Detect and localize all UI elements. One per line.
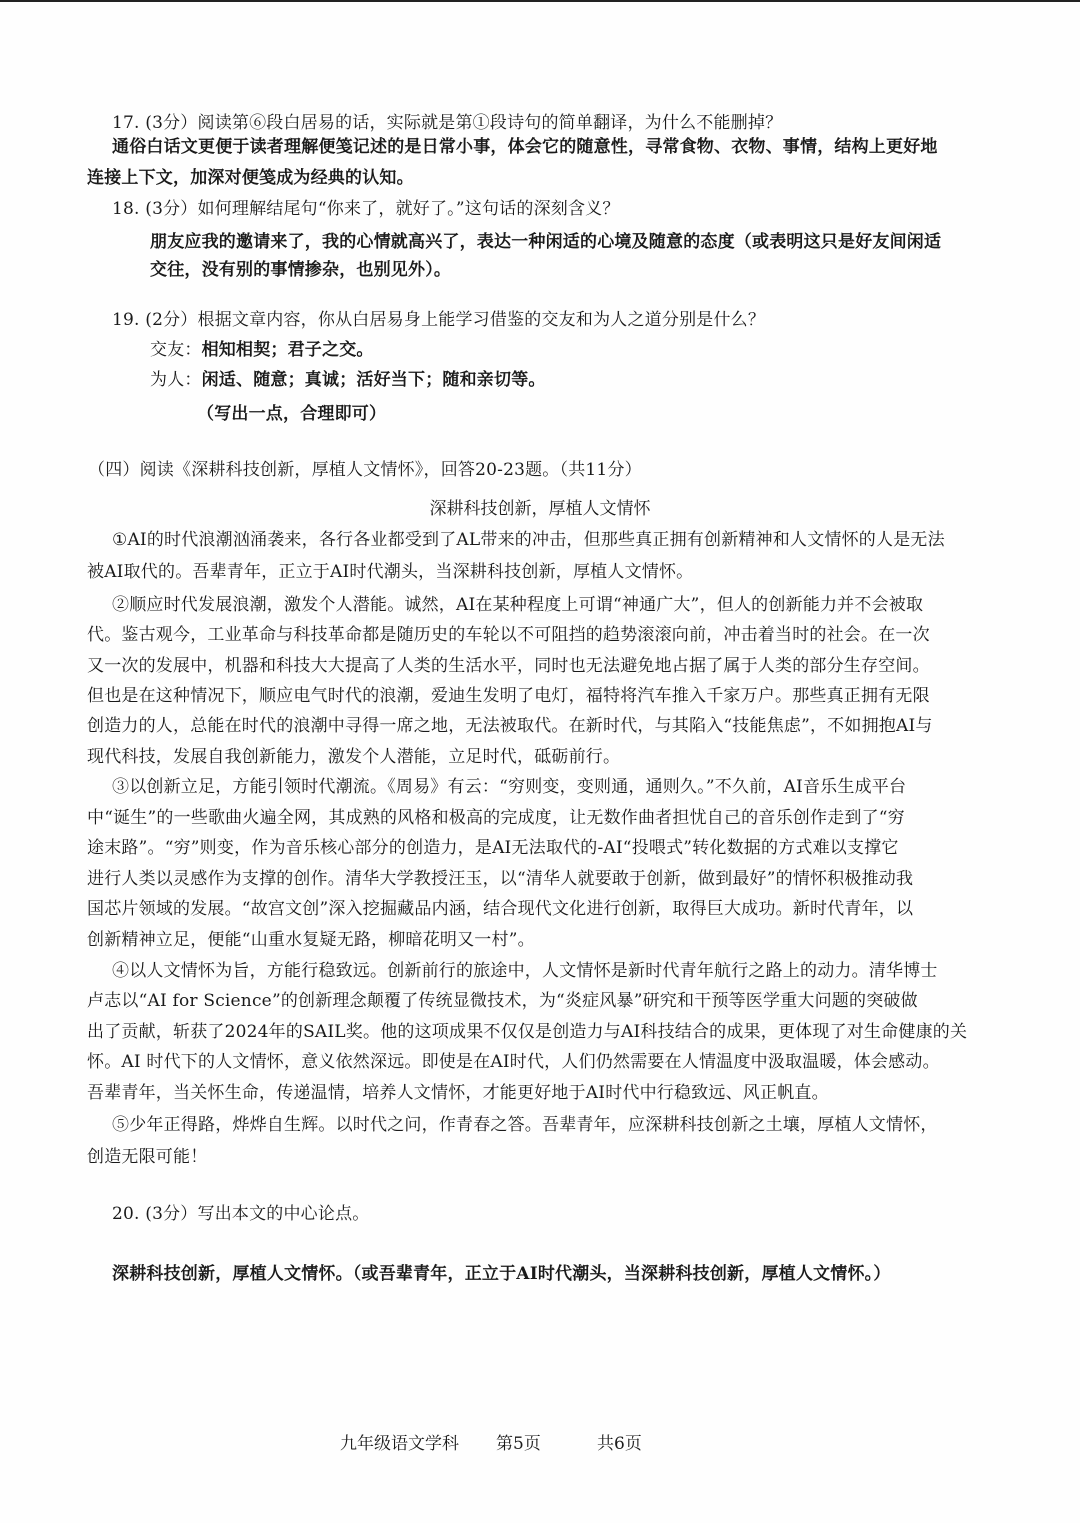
article-line: 代。鉴古观今，工业革命与科技革命都是随历史的车轮以不可阻挡的趋势滚滚向前，冲击着当时的社会。在一次 (87, 625, 930, 645)
q19-question: 19. (2分）根据文章内容，你从白居易身上能学习借鉴的交友和为人之道分别是什么？ (112, 310, 766, 330)
article-line: 进行人类以灵感作为支撑的创作。清华大学教授汪玉，以“清华人就要敢于创新，做到最好”的情怀积极推动我 (87, 869, 914, 889)
footer-subject: 九年级语文学科 (340, 1434, 459, 1454)
q17-question: 17. (3分）阅读第⑥段白居易的话，实际就是第①段诗句的简单翻译，为什么不能删掉？ (112, 113, 783, 133)
article-line: ①AI的时代浪潮汹涌袭来，各行各业都受到了AL带来的冲击，但那些真正拥有创新精神和人文情怀的人是无法 (112, 530, 945, 550)
q19-person-row (150, 369, 546, 391)
section4-intro: （四）阅读《深耕科技创新，厚植人文情怀》，回答20-23题。（共11分） (88, 460, 642, 480)
q19-person-label: 为人： (150, 370, 202, 390)
article-line: 被AI取代的。吾辈青年，正立于AI时代潮头，当深耕科技创新，厚植人文情怀。 (87, 562, 694, 582)
q19-friend-row (150, 339, 374, 361)
article-line: 又一次的发展中，机器和科技大大提高了人类的生活水平，同时也无法避免地占据了属于人类的部分生存空间。 (87, 656, 930, 676)
q17-answer-line-2: 连接上下文，加深对便笺成为经典的认知。 (87, 168, 414, 188)
article-line: 怀。AI 时代下的人文情怀，意义依然深远。即使是在AI时代，人们仍然需要在人情温度中汲取温暖，体会感动。 (87, 1052, 940, 1072)
article-line: 创造力的人，总能在时代的浪潮中寻得一席之地，无法被取代。在新时代，与其陷入“技能焦虑”，不如拥抱AI与 (87, 716, 933, 736)
article-line: 创造无限可能！ (87, 1147, 208, 1167)
article-line: ②顺应时代发展浪潮，激发个人潜能。诚然，AI在某种程度上可谓“神通广大”，但人的创新能力并不会被取 (112, 595, 924, 615)
q18-answer-line-1: 朋友应我的邀请来了，我的心情就高兴了，表达一种闲适的心境及随意的态度（或表明这只是好友间闲适 (150, 232, 942, 252)
q17-answer-line-1: 通俗白话文更便于读者理解便笺记述的是日常小事，体会它的随意性，寻常食物、衣物、事情，结构上更好地 (112, 137, 938, 157)
article-line: ③以创新立足，方能引领时代潮流。《周易》有云：“穷则变，变则通，通则久。”不久前，AI音乐生成平台 (112, 777, 907, 797)
q20-question: 20. (3分）写出本文的中心论点。 (112, 1204, 370, 1224)
top-border (0, 0, 1080, 2)
q20-answer: 深耕科技创新，厚植人文情怀。（或吾辈青年，正立于AI时代潮头，当深耕科技创新，厚植人文情怀。） (112, 1264, 891, 1284)
article-line: ⑤少年正得路，烨烨自生辉。以时代之问，作青春之答。吾辈青年，应深耕科技创新之土壤，厚植人文情怀， (112, 1115, 938, 1135)
article-title: 深耕科技创新，厚植人文情怀 (429, 499, 651, 519)
q18-answer-line-2: 交往，没有别的事情掺杂，也别见外）。 (150, 260, 452, 280)
article-line: 现代科技，发展自我创新能力，激发个人潜能，立足时代，砥砺前行。 (87, 747, 621, 767)
article-line: 国芯片领域的发展。“故宫文创”深入挖掘藏品内涵，结合现代文化进行创新，取得巨大成功。新时代青年，以 (87, 899, 914, 919)
q19-person-answer: 闲适、随意；真诚；活好当下；随和亲切等。 (201, 370, 546, 390)
footer-total-pages: 共6页 (597, 1434, 642, 1454)
q19-friend-answer: 相知相契；君子之交。 (201, 340, 374, 360)
article-line: 吾辈青年，当关怀生命，传递温情，培养人文情怀，才能更好地于AI时代中行稳致远、风正帆直。 (87, 1083, 829, 1103)
q18-question: 18. (3分）如何理解结尾句“你来了，就好了。”这句话的深刻含义？ (112, 199, 620, 219)
article-line: ④以人文情怀为旨，方能行稳致远。创新前行的旅途中，人文情怀是新时代青年航行之路上的动力。清华博士 (112, 961, 938, 981)
article-line: 卢志以“AI for Science”的创新理念颠覆了传统显微技术，为“炎症风暴”研究和干预等医学重大问题的突破做 (87, 991, 918, 1011)
article-line: 但也是在这种情况下，顺应电气时代的浪潮，爱迪生发明了电灯，福特将汽车推入千家万户。那些真正拥有无限 (87, 686, 930, 706)
article-line: 出了贡献，斩获了2024年的SAIL奖。他的这项成果不仅仅是创造力与AI科技结合的成果，更体现了对生命健康的关 (87, 1022, 968, 1042)
q19-note: （写出一点，合理即可） (197, 404, 387, 424)
q19-friend-label: 交友： (150, 340, 202, 360)
article-line: 中“诞生”的一些歌曲火遍全网，其成熟的风格和极高的完成度，让无数作曲者担忧自己的音乐创作走到了“穷 (87, 808, 905, 828)
footer-page-number: 第5页 (496, 1434, 541, 1454)
article-line: 途末路”。“穷”则变，作为音乐核心部分的创造力，是AI无法取代的-AI“投喂式”转化数据的方式难以支撑它 (87, 838, 899, 858)
article-line: 创新精神立足，便能“山重水复疑无路，柳暗花明又一村”。 (87, 930, 535, 950)
